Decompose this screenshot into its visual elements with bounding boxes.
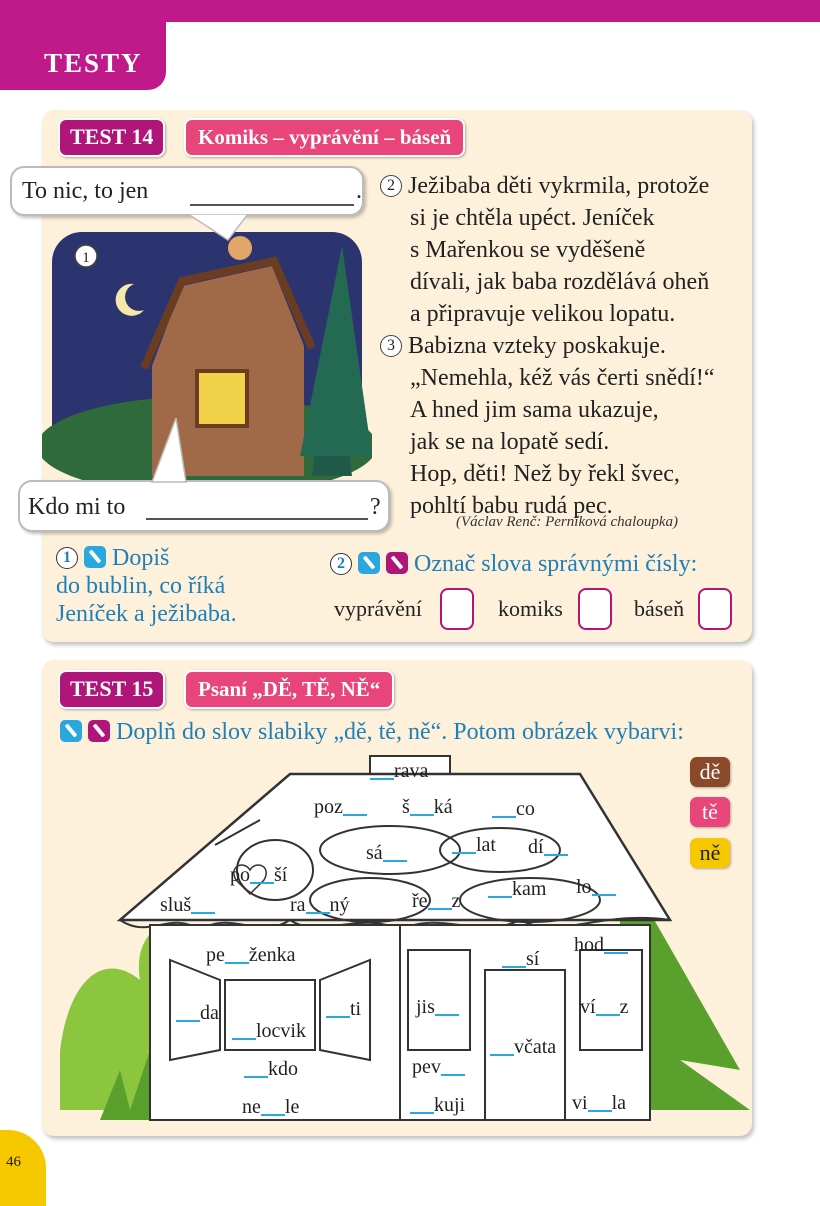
- word-part: jis: [416, 996, 435, 1018]
- pencil-icon: [358, 552, 380, 574]
- word-part: ne: [242, 1096, 261, 1118]
- poem-line: A hned jim sama ukazuje,: [410, 397, 659, 423]
- bubble-bottom-end: ?: [370, 494, 381, 520]
- blank[interactable]: [410, 796, 434, 816]
- word-part: lo: [576, 876, 592, 898]
- blank[interactable]: [244, 1058, 268, 1078]
- task2-number: 2: [330, 553, 352, 575]
- blank[interactable]: [306, 894, 330, 914]
- word-part: locvik: [256, 1020, 306, 1042]
- blank[interactable]: [502, 948, 526, 968]
- blank[interactable]: [191, 894, 215, 914]
- poem-line: s Mařenkou se vyděšeně: [410, 237, 646, 263]
- poem-line: a připravuje velikou lopatu.: [410, 301, 676, 327]
- tab-cutout: [166, 22, 820, 90]
- test15-instruction: Doplň do slov slabiky „dě, tě, ně“. Potom obrázek vybarvi:: [60, 718, 684, 746]
- bubble-bottom-tail: [140, 418, 190, 484]
- blank[interactable]: [441, 1056, 465, 1076]
- word-part: z: [619, 996, 629, 1018]
- blank[interactable]: [544, 836, 568, 856]
- choice-label: vyprávění: [334, 596, 422, 621]
- poem-line: jak se na lopatě sedí.: [410, 429, 610, 455]
- bubble-top-blank[interactable]: [190, 204, 354, 206]
- word-part: sluš: [160, 894, 192, 916]
- word-part: š: [402, 796, 410, 818]
- blank[interactable]: [383, 842, 407, 862]
- word-part: le: [284, 1096, 300, 1118]
- poem-line: Hop, děti! Než by řekl švec,: [410, 461, 680, 487]
- blank[interactable]: [176, 1002, 200, 1022]
- blank[interactable]: [250, 864, 274, 884]
- speech-bubble-top: [10, 166, 364, 216]
- word-part: lat: [476, 834, 496, 856]
- pencil-icon: [60, 720, 82, 742]
- blank[interactable]: [435, 996, 459, 1016]
- bubble-top-end: .: [356, 178, 362, 204]
- word-part: pe: [206, 944, 225, 966]
- blank[interactable]: [596, 996, 620, 1016]
- word-part: poz: [314, 796, 343, 818]
- test15-title: Psaní „DĚ, TĚ, NĚ“: [184, 670, 394, 709]
- poem-number-3: 3: [380, 335, 402, 357]
- choice-label: komiks: [498, 596, 563, 621]
- test15-badge: TEST 15: [58, 670, 165, 709]
- word-part: vi: [572, 1092, 588, 1114]
- test14-badge: TEST 14: [58, 118, 165, 157]
- test14-title: Komiks – vyprávění – báseň: [184, 118, 465, 157]
- top-bar: [0, 0, 820, 22]
- blank[interactable]: [326, 998, 350, 1018]
- word-part: sá: [366, 842, 383, 864]
- word-part: po: [230, 864, 250, 886]
- blank[interactable]: [232, 1020, 256, 1040]
- word-part: pev: [412, 1056, 441, 1078]
- word-part: co: [516, 798, 535, 820]
- pencil-icon: [386, 552, 408, 574]
- blank[interactable]: [588, 1092, 612, 1112]
- section-label: TESTY: [44, 48, 143, 78]
- blank[interactable]: [410, 1094, 434, 1114]
- word-part: z: [451, 890, 461, 912]
- blank[interactable]: [343, 796, 367, 816]
- legend-ne: ně: [690, 838, 730, 868]
- word-part: rava: [394, 760, 429, 782]
- pencil-icon: [84, 546, 106, 568]
- answer-box-vypraveni[interactable]: [440, 588, 474, 630]
- poem-line: 3 Babizna vzteky poskakuje.: [380, 330, 750, 362]
- word-part: včata: [514, 1036, 557, 1058]
- word-part: hod: [574, 934, 604, 956]
- blank[interactable]: [428, 890, 452, 910]
- gingerbread-house-illustration: [42, 226, 372, 486]
- page-number-tab: [0, 1130, 46, 1206]
- word-part: da: [200, 1002, 219, 1024]
- legend-de: dě: [690, 757, 730, 787]
- blank[interactable]: [592, 876, 616, 896]
- task1-number: 1: [56, 547, 78, 569]
- poem-line: dívali, jak baba rozdělává oheň: [410, 269, 710, 295]
- word-part: ká: [433, 796, 453, 818]
- bubble-bottom-text: Kdo mi to: [28, 494, 126, 520]
- word-part: la: [611, 1092, 626, 1114]
- poem-credit: (Václav Renč: Perníková chaloupka): [456, 514, 678, 530]
- word-part: ví: [580, 996, 596, 1018]
- blank[interactable]: [261, 1096, 285, 1116]
- pencil-icon: [88, 720, 110, 742]
- bubble-top-text: To nic, to jen: [22, 178, 149, 204]
- blank[interactable]: [370, 760, 394, 780]
- word-part: kdo: [268, 1058, 298, 1080]
- answer-box-basen[interactable]: [698, 588, 732, 630]
- poem-line: „Nemehla, kéž vás čerti snědí!“: [410, 365, 715, 391]
- word-part: ra: [290, 894, 306, 916]
- blank[interactable]: [225, 944, 249, 964]
- page-number: 46: [6, 1154, 21, 1170]
- word-part: kuji: [434, 1094, 466, 1116]
- blank[interactable]: [488, 878, 512, 898]
- poem-number-2: 2: [380, 175, 402, 197]
- answer-box-komiks[interactable]: [578, 588, 612, 630]
- speech-bubble-bottom: [18, 480, 390, 532]
- word-part: ti: [350, 998, 362, 1020]
- bubble-top-tail: [188, 214, 258, 244]
- word-part: ný: [329, 894, 350, 916]
- task2-instruction: 2 Označ slova správnými čísly:: [330, 550, 697, 578]
- blank[interactable]: [490, 1036, 514, 1056]
- word-part: ře: [412, 890, 428, 912]
- word-part: dí: [528, 836, 544, 858]
- picture-number: 1: [82, 250, 90, 266]
- bubble-bottom-blank[interactable]: [146, 518, 368, 520]
- word-part: sí: [526, 948, 540, 970]
- choice-label: báseň: [634, 596, 685, 621]
- poem-line: 2 Ježibaba děti vykrmila, protože: [380, 170, 750, 202]
- poem-line: si je chtěla upéct. Jeníček: [410, 205, 655, 231]
- poem-text: [380, 170, 750, 522]
- word-part: ženka: [248, 944, 296, 966]
- poem-line: pohltí babu rudá pec.: [410, 493, 613, 519]
- legend-te: tě: [690, 797, 730, 827]
- word-part: ší: [274, 864, 288, 886]
- task1-instruction: 1 Dopiš do bublin, co říká Jeníček a ježibaba.: [56, 545, 237, 627]
- blank[interactable]: [452, 834, 476, 854]
- blank[interactable]: [492, 798, 516, 818]
- blank[interactable]: [604, 934, 628, 954]
- word-part: kam: [512, 878, 547, 900]
